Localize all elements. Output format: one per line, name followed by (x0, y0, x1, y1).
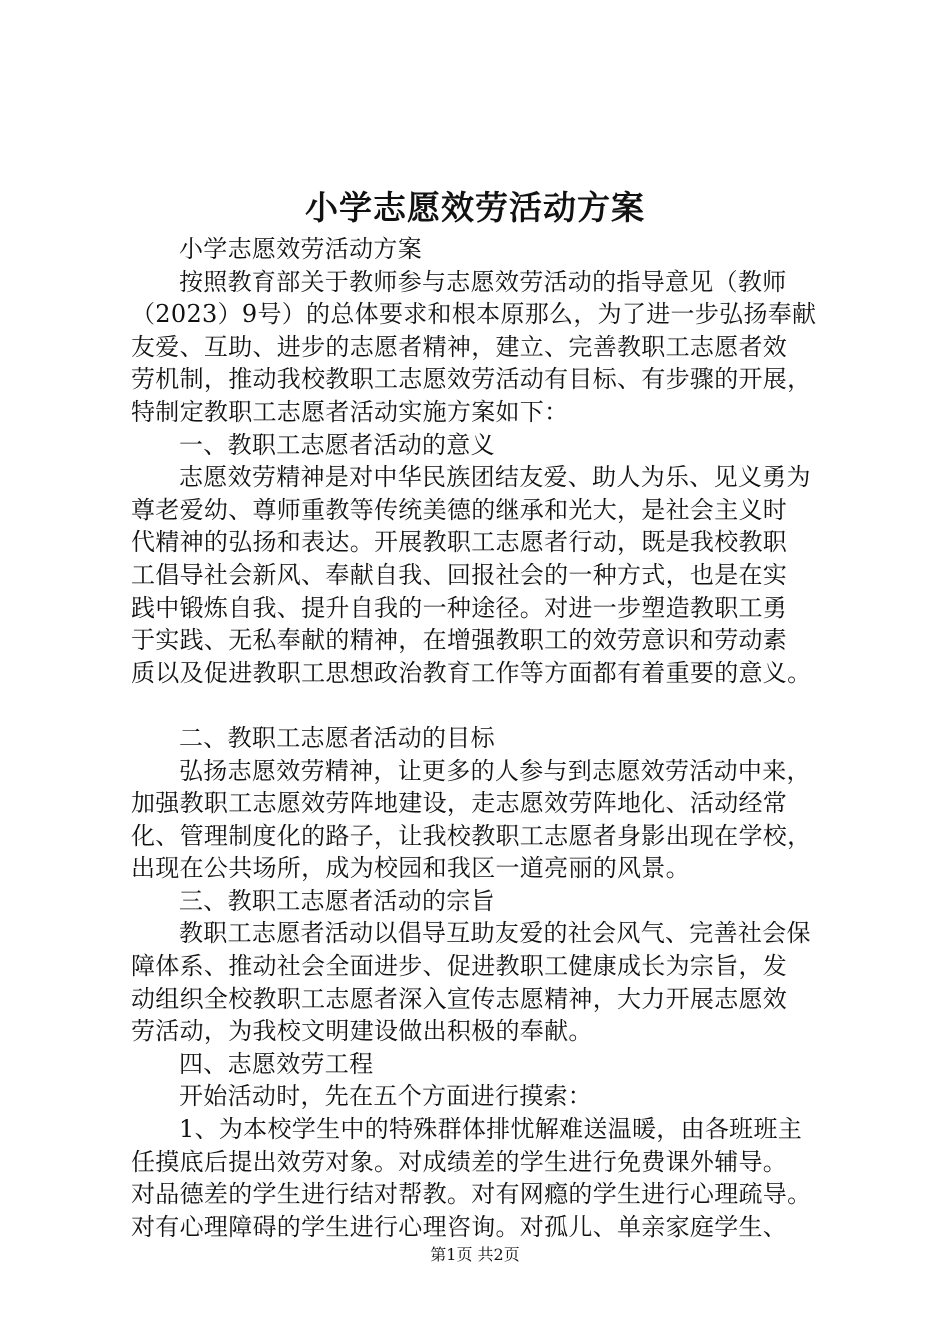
section-1-paragraph (131, 461, 851, 689)
section-3-paragraph (131, 917, 851, 1047)
paragraph-line: 劳机制，推动我校教职工志愿效劳活动有目标、有步骤的开展， (131, 365, 812, 394)
paragraph-line: 加强教职工志愿效劳阵地建设，走志愿效劳阵地化、活动经常 (131, 789, 788, 818)
paragraph-line: 1、为本校学生中的特殊群体排忧解难送温暖，由各班班主 (179, 1115, 803, 1144)
page-number-footer: 第1页 共2页 (430, 1245, 520, 1264)
paragraph-line: 教职工志愿者活动以倡导互助友爱的社会风气、完善社会保 (179, 919, 811, 948)
paragraph-line: 特制定教职工志愿者活动实施方案如下： (131, 397, 569, 426)
paragraph-line: 尊老爱幼、尊师重教等传统美德的继承和光大，是社会主义时 (131, 495, 788, 524)
paragraph-line: 按照教育部关于教师参与志愿效劳活动的指导意见（教师 (179, 267, 787, 296)
blank-line (131, 689, 851, 722)
section-heading-4: 四、志愿效劳工程 (179, 1049, 374, 1078)
paragraph-line: 友爱、互助、进步的志愿者精神，建立、完善教职工志愿者效 (131, 332, 788, 361)
paragraph-line: 出现在公共场所，成为校园和我区一道亮丽的风景。 (131, 854, 690, 883)
document-title: 小学志愿效劳活动方案 (305, 188, 645, 227)
intro-paragraph (131, 266, 851, 429)
paragraph-line: 代精神的弘扬和表达。开展教职工志愿者行动，既是我校教职 (131, 528, 788, 557)
paragraph-line: 对有心理障碍的学生进行心理咨询。对孤儿、单亲家庭学生、 (131, 1212, 788, 1241)
section-heading-2: 二、教职工志愿者活动的目标 (179, 723, 495, 752)
paragraph-line: 劳活动，为我校文明建设做出积极的奉献。 (131, 1017, 593, 1046)
section-4-intro: 开始活动时，先在五个方面进行摸索： (179, 1082, 593, 1111)
paragraph-line: 于实践、无私奉献的精神，在增强教职工的效劳意识和劳动素 (131, 626, 788, 655)
section-2-paragraph (131, 755, 851, 885)
paragraph-line: 质以及促进教职工思想政治教育工作等方面都有着重要的意义。 (131, 658, 812, 687)
paragraph-line: 志愿效劳精神是对中华民族团结友爱、助人为乐、见义勇为 (179, 463, 811, 492)
paragraph-line: 践中锻炼自我、提升自我的一种途径。对进一步塑造教职工勇 (131, 593, 788, 622)
subtitle: 小学志愿效劳活动方案 (179, 235, 422, 263)
section-heading-3: 三、教职工志愿者活动的宗旨 (179, 886, 495, 915)
section-heading-1: 一、教职工志愿者活动的意义 (179, 430, 495, 459)
item-1-paragraph (131, 1113, 851, 1243)
paragraph-line: （2023）9号）的总体要求和根本原那么，为了进一步弘扬奉献 (131, 300, 817, 329)
paragraph-line: 障体系、推动社会全面进步、促进教职工健康成长为宗旨，发 (131, 952, 788, 981)
paragraph-line: 工倡导社会新风、奉献自我、回报社会的一种方式，也是在实 (131, 560, 788, 589)
paragraph-line: 对品德差的学生进行结对帮教。对有网瘾的学生进行心理疏导。 (131, 1180, 812, 1209)
paragraph-line: 弘扬志愿效劳精神，让更多的人参与到志愿效劳活动中来， (179, 756, 811, 785)
paragraph-line: 任摸底后提出效劳对象。对成绩差的学生进行免费课外辅导。 (131, 1147, 788, 1176)
paragraph-line: 动组织全校教职工志愿者深入宣传志愿精神，大力开展志愿效 (131, 984, 788, 1013)
paragraph-line: 化、管理制度化的路子，让我校教职工志愿者身影出现在学校， (131, 821, 812, 850)
document-body (131, 233, 851, 1243)
